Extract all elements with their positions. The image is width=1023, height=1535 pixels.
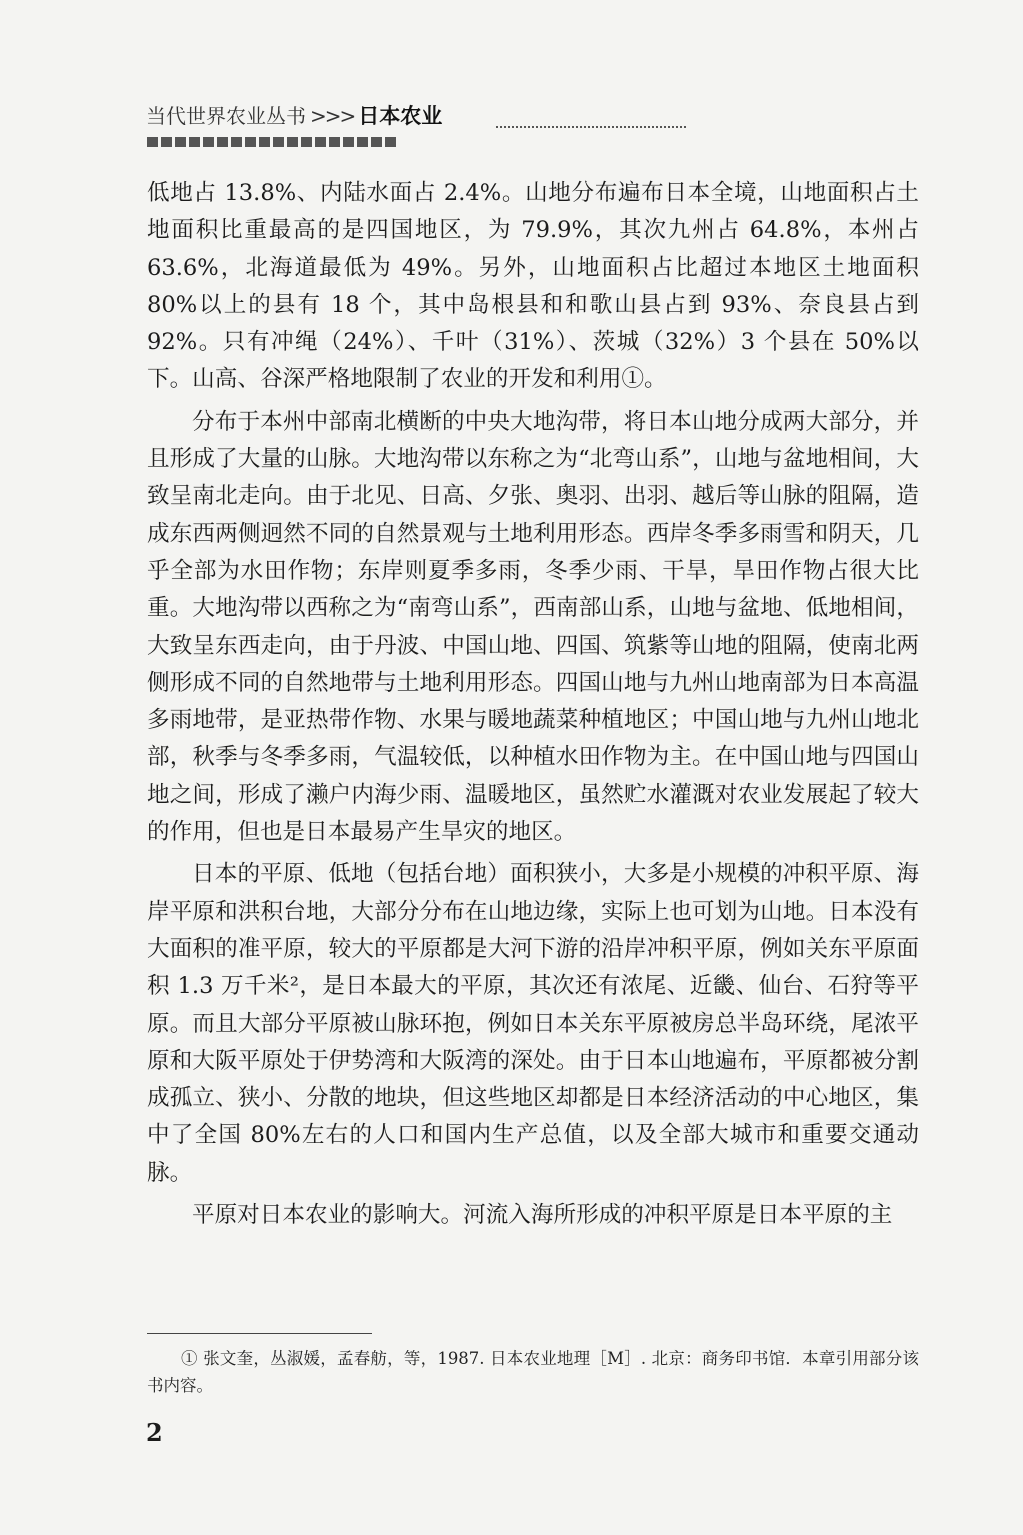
book-title: 日本农业 bbox=[358, 104, 443, 128]
header-decorative-blocks bbox=[147, 137, 396, 147]
header-separator: >>> bbox=[310, 104, 355, 128]
body-text bbox=[147, 175, 919, 1239]
running-header bbox=[146, 100, 546, 130]
series-title: 当代世界农业丛书 bbox=[146, 104, 306, 128]
paragraph-3: 日本的平原、低地（包括台地）面积狭小，大多是小规模的冲积平原、海岸平原和洪积台地，大部分分布在山地边缘，实际上也可划为山地。日本没有大面积的准平原，较大的平原都是大河下游的沿岸冲积平原，例如关东平原面积 1.3 万千米²，是日本最大的平原，其次还有浓尾、近畿、仙台、石狩等平原。而且大部分平原被山脉环抱，例如日本关东平原被房总半岛环绕，尾浓平原和大阪平原处于伊势湾和大阪湾的深处。由于日本山地遍布，平原都被分割成孤立、狭小、分散的地块，但这些地区却都是日本经济活动的中心地区，集中了全国 80%左右的人口和国内生产总值，以及全部大城市和重要交通动脉。 bbox=[147, 861, 919, 1186]
paragraph-1: 低地占 13.8%、内陆水面占 2.4%。山地分布遍布日本全境，山地面积占土地面积比重最高的是四国地区，为 79.9%，其次九州占 64.8%，本州占 63.6%，北海道最低为 49%。另外，山地面积占比超过本地区土地面积 80%以上的县有 18 个，其中岛根县和和歌山县占到 93%、奈良县占到 92%。只有冲绳（24%）、千叶（31%）、茨城（32%）3 个县在 50%以下。山高、谷深严格地限制了农业的开发和利用①。 bbox=[147, 180, 919, 393]
paragraph-2: 分布于本州中部南北横断的中央大地沟带，将日本山地分成两大部分，并且形成了大量的山脉。大地沟带以东称之为“北弯山系”，山地与盆地相间，大致呈南北走向。由于北见、日高、夕张、奥羽、出羽、越后等山脉的阻隔，造成东西两侧迥然不同的自然景观与土地利用形态。西岸冬季多雨雪和阴天，几乎全部为水田作物；东岸则夏季多雨，冬季少雨、干旱，旱田作物占很大比重。大地沟带以西称之为“南弯山系”，西南部山系，山地与盆地、低地相间，大致呈东西走向，由于丹波、中国山地、四国、筑紫等山地的阻隔，使南北两侧形成不同的自然地带与土地利用形态。四国山地与九州山地南部为日本高温多雨地带，是亚热带作物、水果与暖地蔬菜种植地区；中国山地与九州山地北部，秋季与冬季多雨，气温较低，以种植水田作物为主。在中国山地与四国山地之间，形成了濑户内海少雨、温暖地区，虽然贮水灌溉对农业发展起了较大的作用，但也是日本最易产生旱灾的地区。 bbox=[147, 408, 919, 846]
page-number: 2 bbox=[146, 1418, 163, 1447]
footnote: ① 张文奎，丛淑媛，孟春舫，等，1987. 日本农业地理［M］. 北京：商务印书馆．本章引用部分该书内容。 bbox=[147, 1349, 919, 1395]
paragraph-4: 平原对日本农业的影响大。河流入海所形成的冲积平原是日本平原的主 bbox=[192, 1202, 893, 1229]
header-dotted-rule bbox=[496, 126, 686, 128]
footnote-rule bbox=[147, 1333, 372, 1334]
